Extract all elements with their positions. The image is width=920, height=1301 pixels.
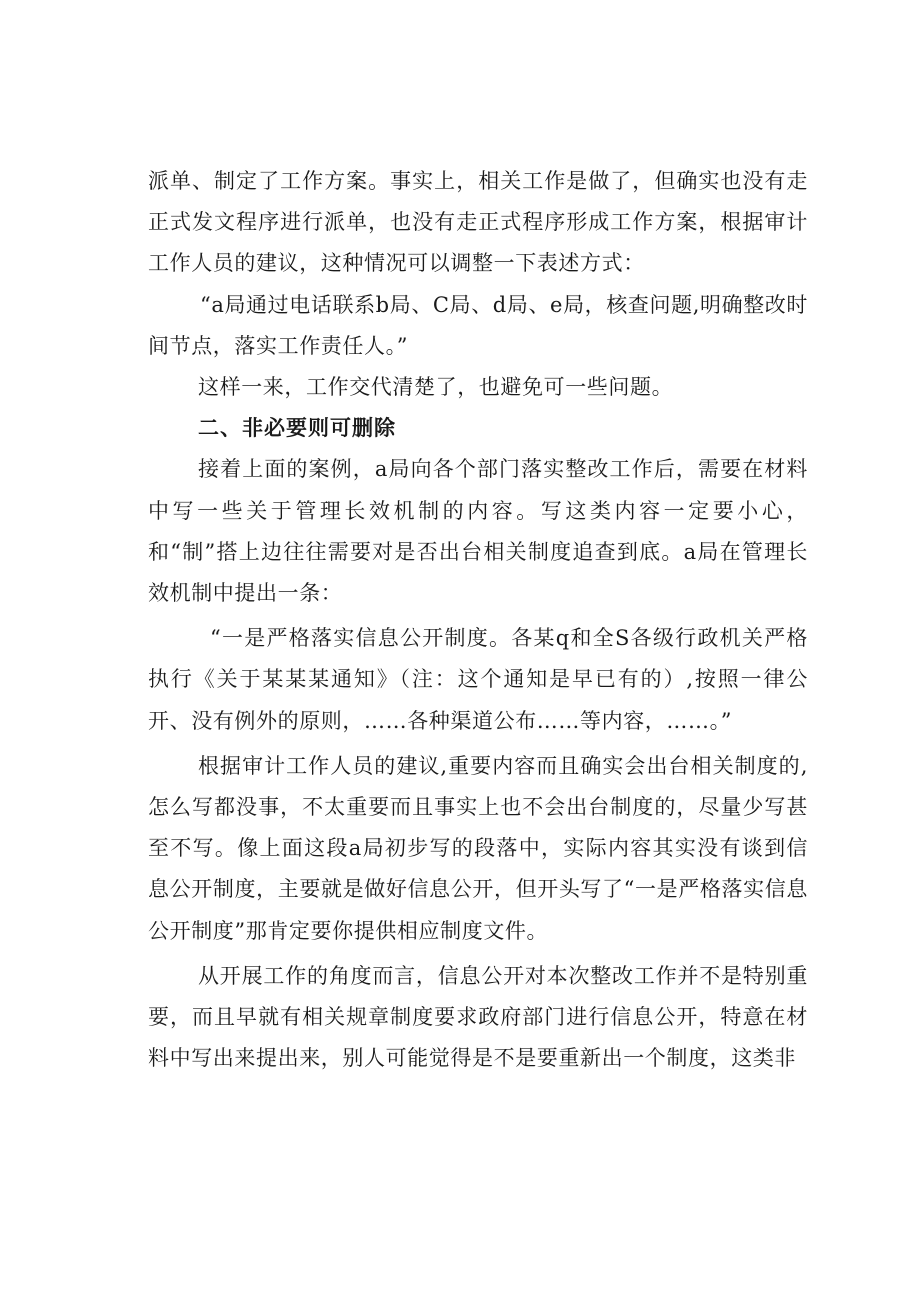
paragraph-audit-advice: 根据审计工作人员的建议,重要内容而且确实会出台相关制度的,怎么写都没事，不太重要而且事实上也不会出台制度的，尽量少写甚至不写。像上面这段a局初步写的段落中，实际内容其实没有谈到信息公开制度，主要就是做好信息公开，但开头写了“一是严格落实信息公开制度”那肯定要你提供相应制度文件。 (148, 753, 808, 943)
quote-paragraph-phone-contact: “a局通过电话联系b局、C局、d局、e局，核查问题,明确整改时间节点，落实工作责任人。” (148, 292, 808, 358)
paragraph-continuation: 派单、制定了工作方案。事实上，相关工作是做了，但确实也没有走正式发文程序进行派单，也没有走正式程序形成工作方案，根据审计工作人员的建议，这种情况可以调整一下表述方式： (148, 169, 808, 276)
paragraph-case-intro: 接着上面的案例，a局向各个部门落实整改工作后，需要在材料中写一些关于管理长效机制的内容。写这类内容一定要小心，和“制”搭上边往往需要对是否出台相关制度追查到底。a局在管理长效机制中提出一条： (148, 457, 808, 606)
document-body (148, 161, 808, 1079)
section-heading: 二、非必要则可删除 (198, 416, 396, 441)
quote-paragraph-info-disclosure: “一是严格落实信息公开制度。各某q和全S各级行政机关严格执行《关于某某某通知》（注：这个通知是早已有的）,按照一律公开、没有例外的原则，……各种渠道公布……等内容，……。” (148, 626, 808, 733)
paragraph-work-perspective: 从开展工作的角度而言，信息公开对本次整改工作并不是特别重要，而且早就有相关规章制度要求政府部门进行信息公开，特意在材料中写出来提出来，别人可能觉得是不是要重新出一个制度，这类非 (148, 963, 808, 1071)
paragraph-conclusion: 这样一来，工作交代清楚了，也避免可一些问题。 (198, 375, 674, 400)
